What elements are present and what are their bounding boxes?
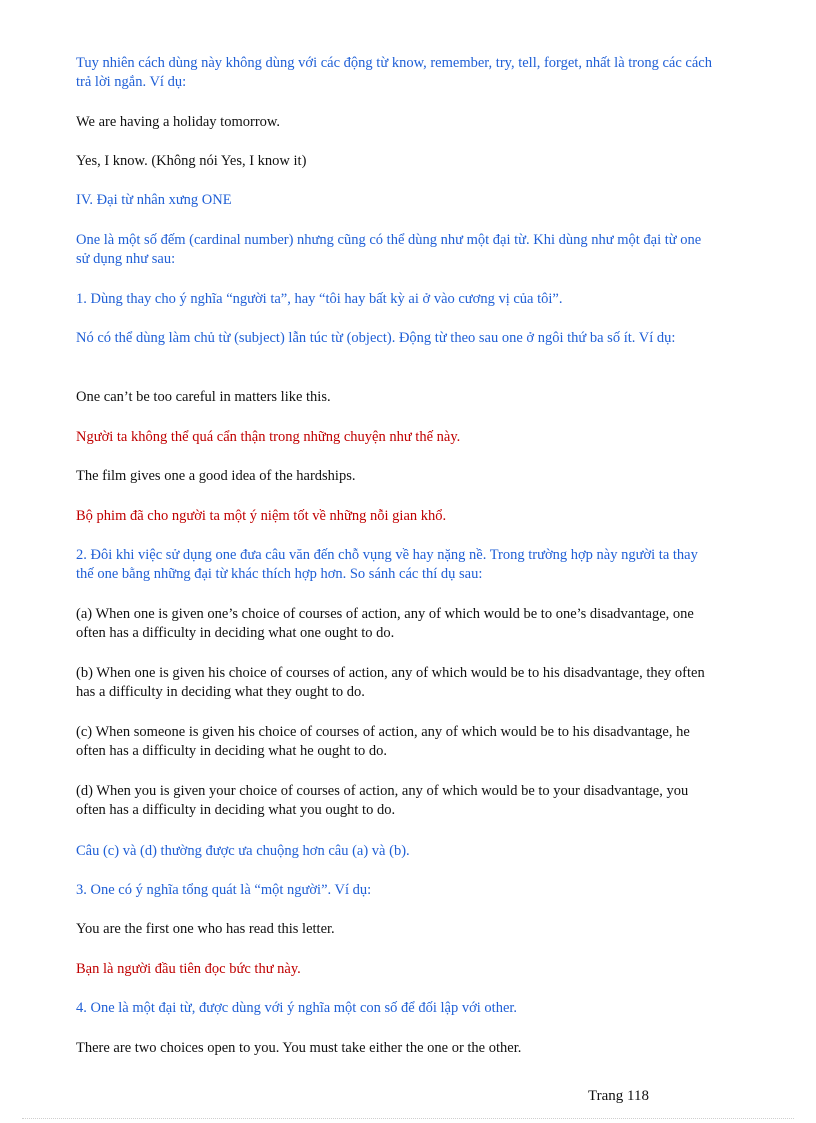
example-first-one: You are the first one who has read this letter. — [76, 921, 335, 937]
example-a: (a) When one is given one’s choice of courses of action, any of which would be to one’s disadvantage, one often has a difficulty in deciding what one ought to do. — [76, 606, 694, 641]
rule-2: 2. Đôi khi việc sử dụng one đưa câu văn đến chỗ vụng về hay nặng nề. Trong trường hợp này người ta thay thế one bằng những đại từ khác thích hợp hơn. So sánh các thí dụ sau: — [76, 547, 698, 582]
example-careful: One can’t be too careful in matters like this. — [76, 389, 331, 405]
section-heading-one: IV. Đại từ nhân xưng ONE — [76, 192, 232, 208]
example-c: (c) When someone is given his choice of courses of action, any of which would be to his disadvantage, he often has a difficulty in deciding what he ought to do. — [76, 724, 690, 759]
paragraph-one-definition: One là một số đếm (cardinal number) nhưng cũng có thể dùng như một đại từ. Khi dùng như một đại từ one sử dụng như sau: — [76, 232, 702, 267]
page-bottom-divider — [22, 1118, 794, 1119]
paragraph-preference: Câu (c) và (d) thường được ưa chuộng hơn câu (a) và (b). — [76, 843, 410, 859]
page-number: Trang 118 — [588, 1088, 649, 1104]
example-d: (d) When you is given your choice of courses of action, any of which would be to your disadvantage, you often has a difficulty in deciding what you ought to do. — [76, 783, 689, 818]
rule-1: 1. Dùng thay cho ý nghĩa “người ta”, hay “tôi hay bất kỳ ai ở vào cương vị của tôi”. — [76, 291, 563, 307]
rule-3: 3. One có ý nghĩa tổng quát là “một người”. Ví dụ: — [76, 882, 372, 898]
example-film: The film gives one a good idea of the hardships. — [76, 468, 356, 484]
example-two-choices: There are two choices open to you. You must take either the one or the other. — [76, 1040, 522, 1056]
translation-film: Bộ phim đã cho người ta một ý niệm tốt về những nỗi gian khổ. — [76, 508, 447, 524]
translation-first-one: Bạn là người đầu tiên đọc bức thư này. — [76, 961, 301, 977]
example-holiday: We are having a holiday tomorrow. — [76, 114, 281, 130]
rule-4: 4. One là một đại từ, được dùng với ý nghĩa một con số để đối lập với other. — [76, 1000, 518, 1016]
paragraph-usage-note: Tuy nhiên cách dùng này không dùng với các động từ know, remember, try, tell, forget, nhất là trong các cách trả lời ngắn. Ví dụ: — [76, 55, 712, 90]
paragraph-subject-object: Nó có thể dùng làm chủ từ (subject) lẫn túc từ (object). Động từ theo sau one ở ngôi thứ ba số ít. Ví dụ: — [76, 330, 676, 346]
example-yes-i-know: Yes, I know. (Không nói Yes, I know it) — [76, 153, 307, 169]
example-b: (b) When one is given his choice of courses of action, any of which would be to his disadvantage, they often has a difficulty in deciding what they ought to do. — [76, 665, 705, 700]
translation-careful: Người ta không thể quá cẩn thận trong những chuyện như thế này. — [76, 429, 461, 445]
